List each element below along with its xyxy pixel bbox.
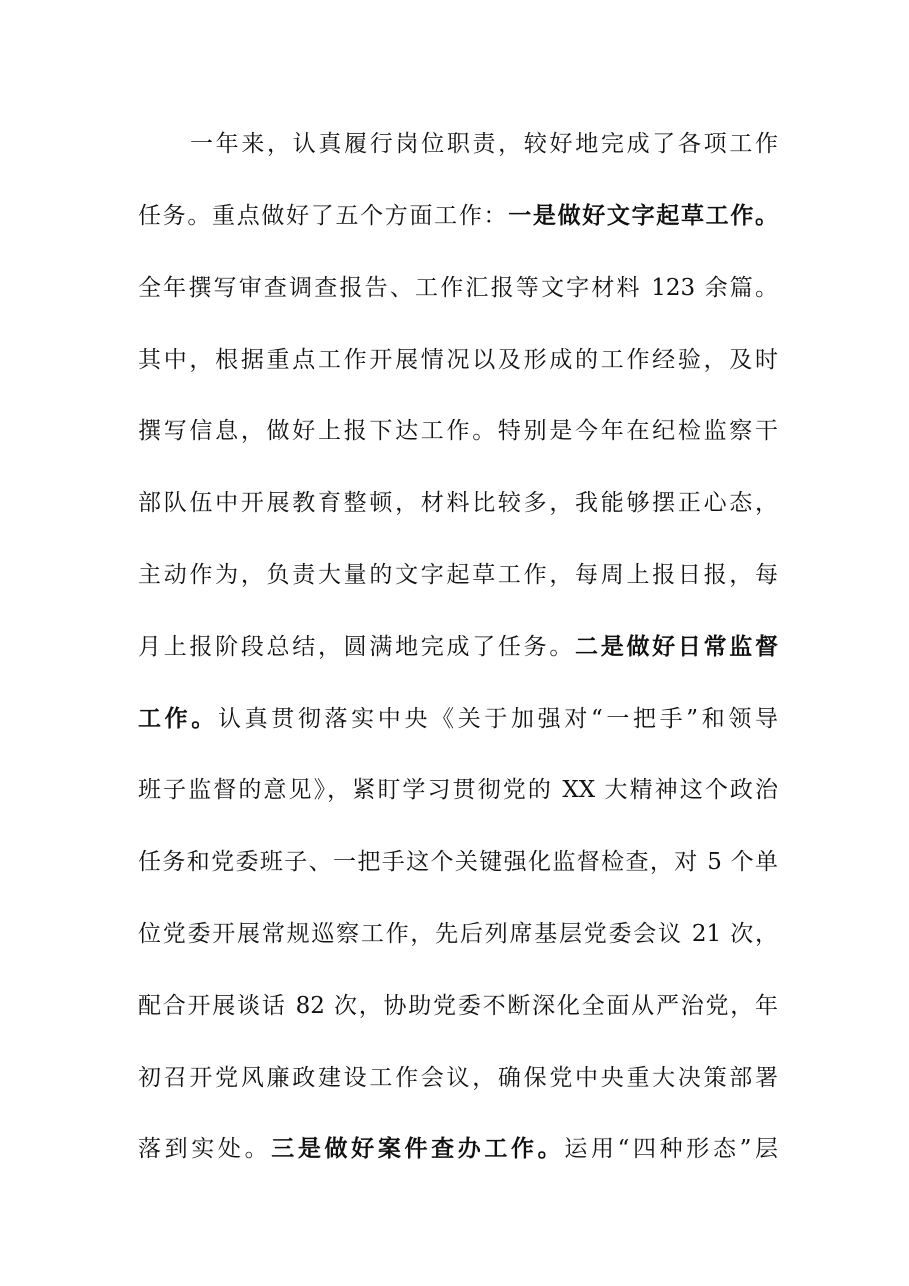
paragraph-line	[138, 483, 778, 523]
line-text: 主动作为，负责大量的文字起草工作，每周上报日报，每	[138, 562, 778, 588]
paragraph-line	[138, 986, 778, 1026]
line-text: 任务。重点做好了五个方面工作：	[138, 203, 509, 229]
paragraph-line	[190, 124, 778, 164]
line-text: 全年撰写审查调查报告、工作汇报等文字材料 123 余篇。	[138, 275, 778, 301]
line-text: 配合开展谈话 82 次，协助党委不断深化全面从严治党，年	[138, 993, 778, 1019]
line-text: 其中，根据重点工作开展情况以及形成的工作经验，及时	[138, 347, 778, 373]
bold-heading-text: 二是做好日常监督	[575, 633, 779, 660]
paragraph-line	[138, 627, 778, 667]
line-text: 认真贯彻落实中央《关于加强对“一把手”和领导	[217, 706, 778, 732]
bold-heading-text: 三是做好案件查办工作。	[271, 1135, 565, 1162]
paragraph-line	[138, 1129, 778, 1169]
line-text: 位党委开展常规巡察工作，先后列席基层党委会议 21 次，	[138, 921, 778, 947]
paragraph-line	[138, 770, 778, 810]
paragraph-line	[138, 411, 778, 451]
paragraph-line	[138, 699, 778, 739]
paragraph-line	[138, 268, 778, 308]
paragraph-line	[138, 340, 778, 380]
paragraph-line	[138, 914, 778, 954]
line-text: 运用“四种形态”层	[564, 1136, 779, 1162]
line-text: 月上报阶段总结，圆满地完成了任务。	[138, 634, 576, 660]
bold-heading-text: 一是做好文字起草工作。	[508, 202, 779, 229]
line-text: 落到实处。	[138, 1136, 272, 1162]
paragraph-line	[138, 196, 778, 236]
line-text: 初召开党风廉政建设工作会议，确保党中央重大决策部署	[138, 1065, 778, 1091]
paragraph-line	[138, 1058, 778, 1098]
paragraph-line	[138, 555, 778, 595]
line-text: 班子监督的意见》，紧盯学习贯彻党的 XX 大精神这个政治	[138, 777, 778, 803]
line-text: 撰写信息，做好上报下达工作。特别是今年在纪检监察干	[138, 418, 778, 444]
line-text: 任务和党委班子、一把手这个关键强化监督检查，对 5 个单	[138, 849, 778, 875]
line-text: 一年来，认真履行岗位职责，较好地完成了各项工作	[190, 131, 778, 157]
line-text: 部队伍中开展教育整顿，材料比较多，我能够摆正心态，	[138, 490, 778, 516]
bold-heading-text: 工作。	[138, 705, 218, 732]
paragraph-line	[138, 842, 778, 882]
